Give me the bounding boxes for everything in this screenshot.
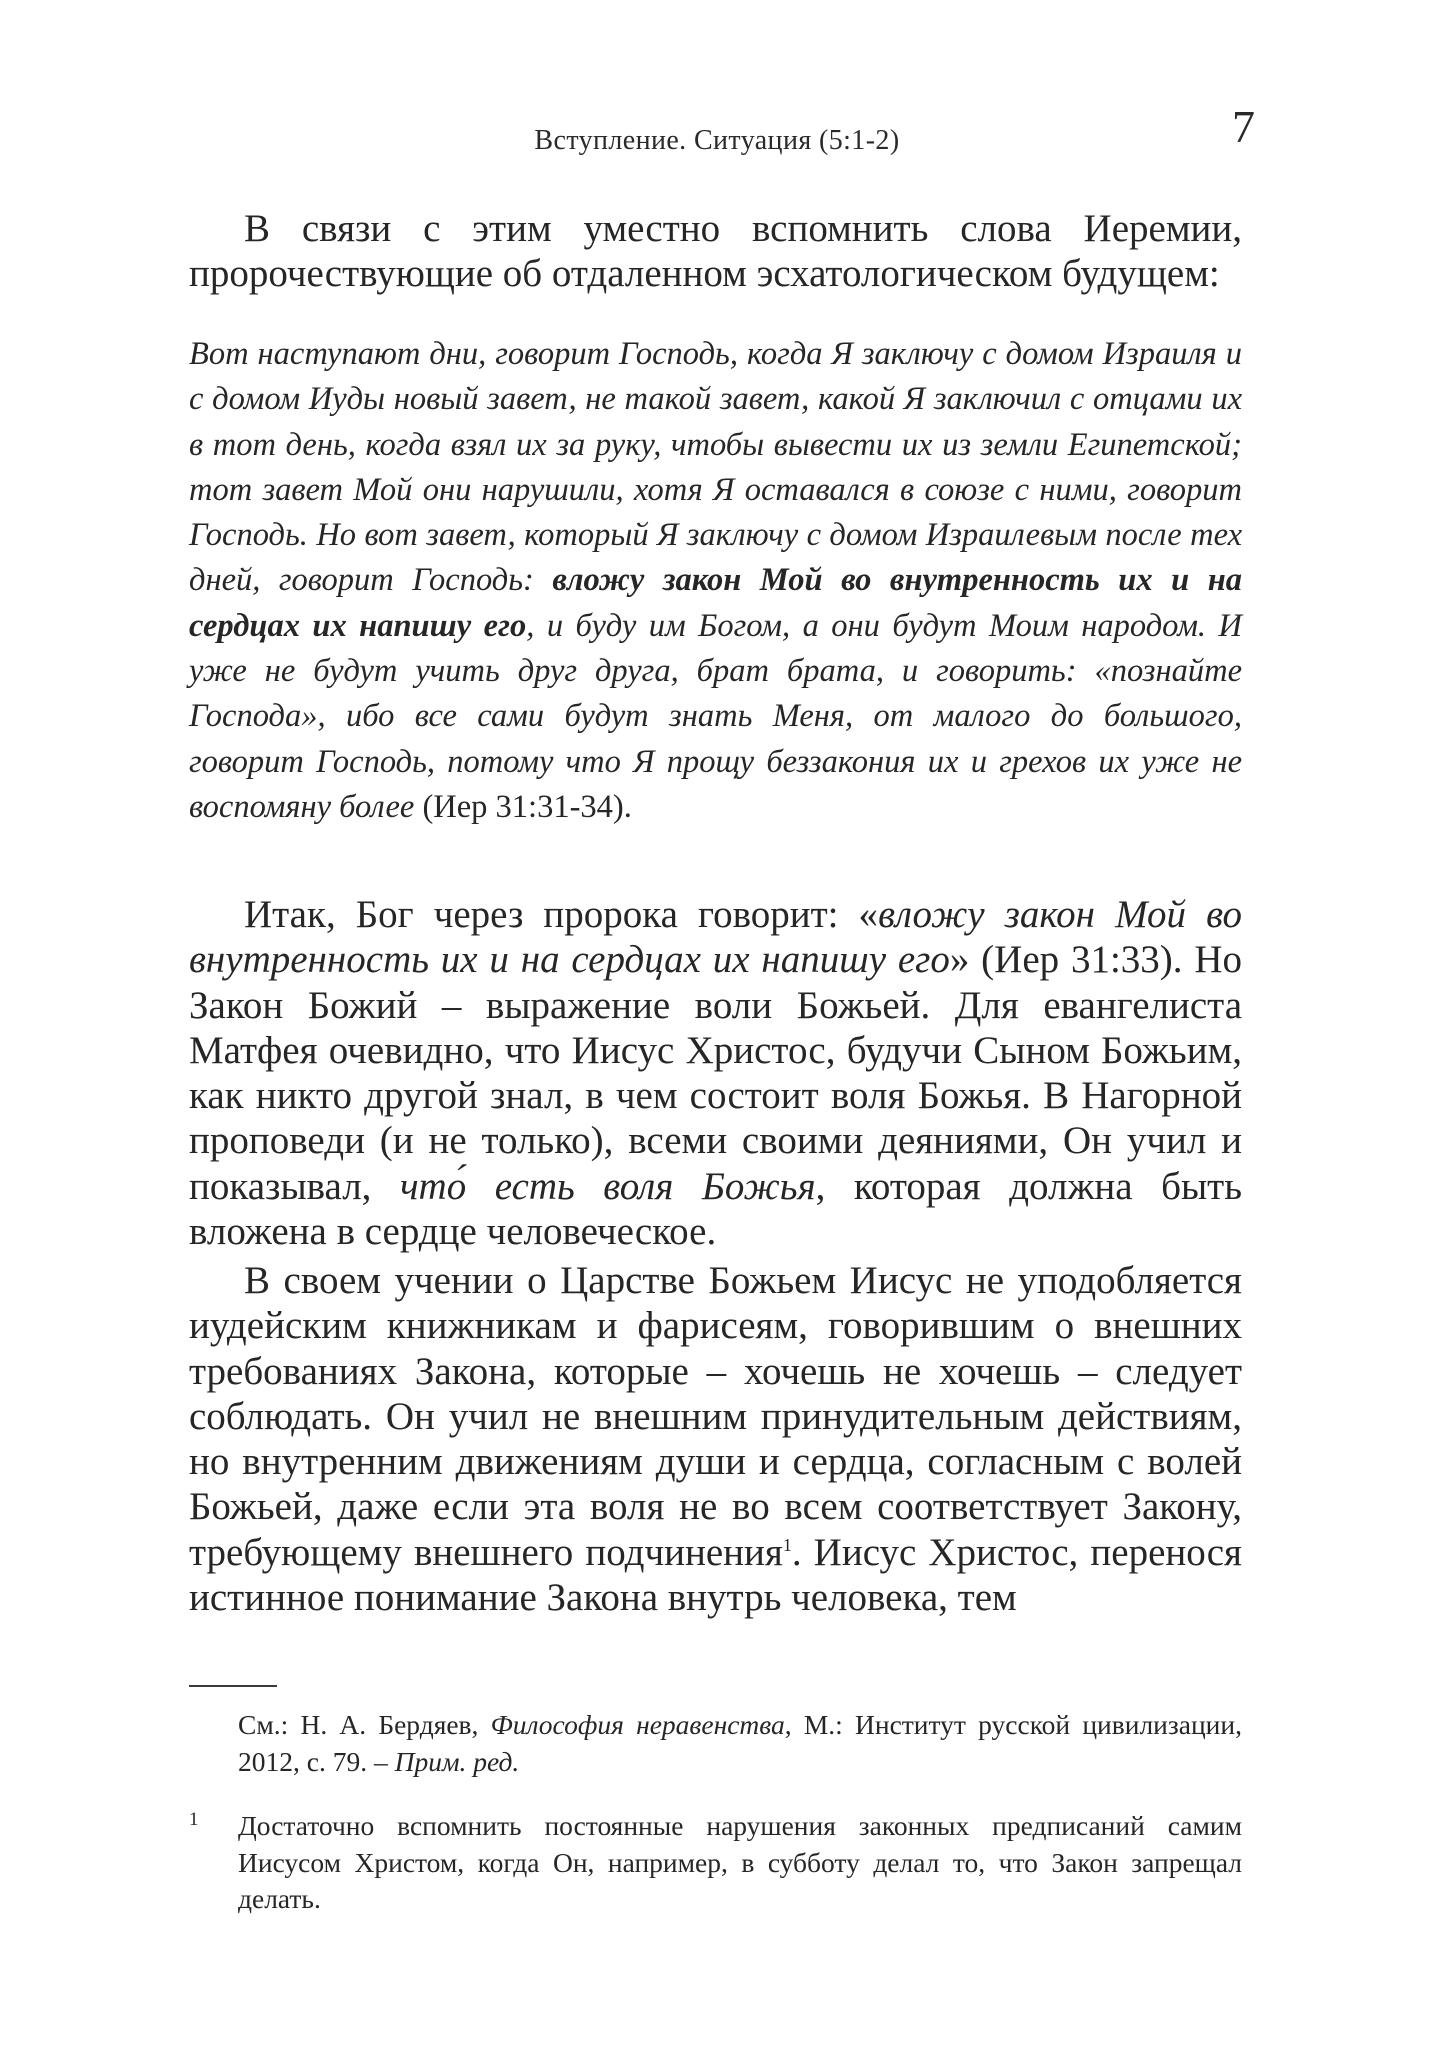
paragraph-2 (189, 892, 1242, 1254)
quote-text-part2: , и буду им Богом, а они будут Моим народом. И уже не будут учить друг друга, брат брата, и говорить: «познайте Господа», ибо все сами будут знать Меня, от малого до большого, говорит Господь, потому что Я прощу беззакония их и грехов их уже не воспомяну более (189, 607, 1242, 825)
fn-continued-middle: , М.: Институт русской цивилизации, 2012, с. 79. – (238, 1709, 1242, 1777)
fn-editor-note: Прим. ред. (394, 1745, 520, 1777)
quote-bold-text: вложу закон Мой во внутренность их и на сердцах их напишу его (189, 562, 1242, 644)
p2-italic-phrase: что́ есть воля Божья (399, 1164, 816, 1208)
footnote-continued (189, 1707, 1242, 1780)
footnote-marker: 1 (189, 1809, 199, 1830)
running-header-title: Вступление. Ситуация (5:1-2) (534, 125, 900, 156)
intro-text: В связи с этим уместно вспомнить слова Иеремии, пророчествующие об отдаленном эсхатологическом будущем: (189, 207, 1242, 296)
fn-continued-title: Философия неравенства (490, 1709, 785, 1740)
page-number: 7 (1232, 101, 1255, 152)
footnote-separator (189, 1685, 277, 1687)
fn-continued-prefix: См.: Н. А. Бердяев, (238, 1709, 491, 1740)
footnote-reference[interactable]: 1 (782, 1534, 792, 1555)
p2-tail: , которая должна быть вложена в сердце человеческое. (189, 1164, 1242, 1254)
p2-after-quote: » (Иер 31:33). Но Закон Божий – выражение воли Божьей. Для евангелиста Матфея очевидно, что Иисус Христос, будучи Сыном Божьим, как никто другой знал, в чем состоит воля Божья. В Нагорной проповеди (и не только), всеми своими деяниями, Он учил и показывал, (189, 938, 1242, 1208)
footnote-1-text: Достаточно вспомнить постоянные нарушения законных предписаний самим Иисусом Христом, когда Он, например, в субботу делал то, что Закон запрещал делать. (238, 1810, 1242, 1914)
intro-paragraph (189, 206, 1242, 297)
footnote-1 (189, 1808, 1242, 1918)
jeremiah-quote (189, 332, 1242, 830)
quote-reference: (Иер 31:31-34). (414, 788, 632, 825)
p2-italic-quote: вложу закон Мой во внутренность их и на сердцах их напишу его (189, 893, 1242, 982)
p3-text-before-ref: В своем учении о Царстве Божьем Иисус не уподобляется иудейским книжникам и фарисеям, говорившим о внешних требованиях Закона, которые – хочешь не хочешь – следует соблюдать. Он учил не внешним принудительным действиям, но внутренним движениям души и сердца, согласным с волей Божьей, даже если эта воля не во всем соответствует Закону, требующему внешнего подчинения (189, 1259, 1242, 1574)
quote-text-part1: Вот наступают дни, говорит Господь, когда Я заключу с домом Израиля и с домом Иуды новый завет, не такой завет, какой Я заключил с отцами их в тот день, когда взял их за руку, чтобы вывести их из земли Египетской; тот завет Мой они нарушили, хотя Я оставался в союзе с ними, говорит Господь. Но вот завет, который Я заключу с домом Израилевым после тех дней, говорит Господь: (189, 336, 1242, 599)
paragraph-3 (189, 1258, 1242, 1620)
p3-text-after-ref: . Иисус Христос, перенося истинное понимание Закона внутрь человека, тем (189, 1530, 1242, 1620)
p2-lead: Итак, Бог через пророка говорит: « (244, 893, 879, 936)
